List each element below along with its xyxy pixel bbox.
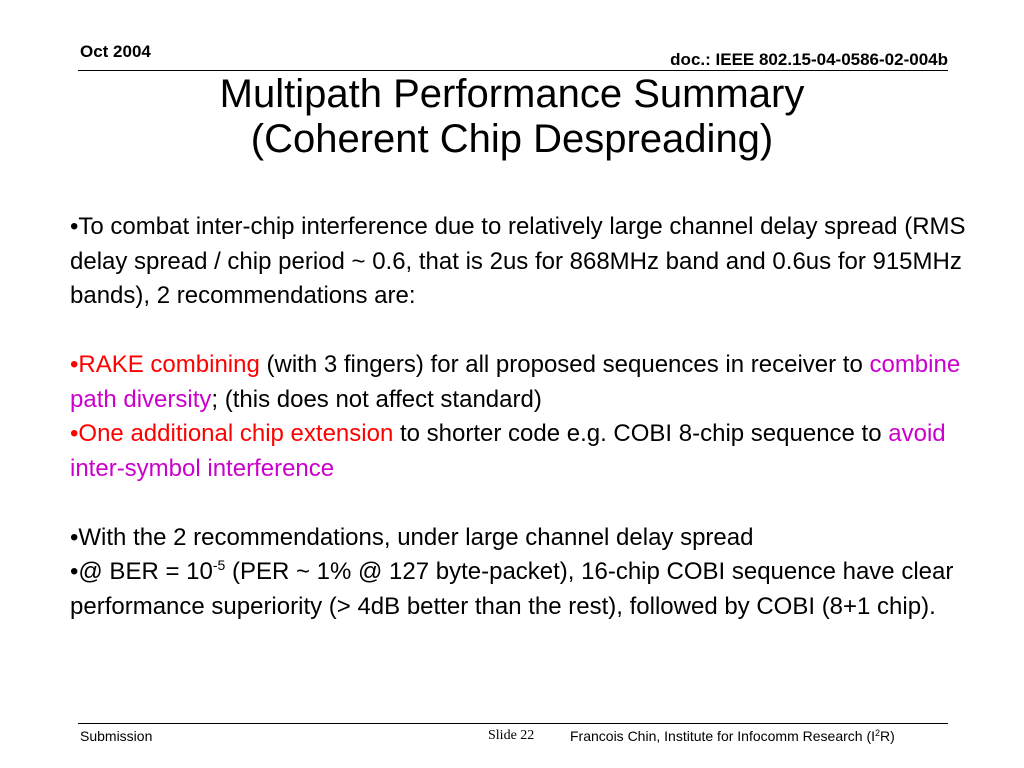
- header-date: Oct 2004: [80, 42, 151, 61]
- paragraph-gap: [70, 486, 990, 521]
- footer-divider: [78, 723, 948, 724]
- slide-body: [70, 210, 990, 624]
- header-doc-id: doc.: IEEE 802.15-04-0586-02-004b: [670, 50, 948, 69]
- slide-title: [0, 72, 1024, 162]
- bullet-recommendations: •With the 2 recommendations, under large channel delay spread: [70, 523, 754, 551]
- slide-title-line1: Multipath Performance Summary: [219, 72, 805, 116]
- slide-title-line2: (Coherent Chip Despreading): [250, 117, 774, 161]
- bullet-intro: •To combat inter-chip interference due to relatively large channel delay spread (RMS delay spread / chip period ~ 0.6, that is 2us for 868MHz band and 0.6us for 915MHz bands), 2 recommendations are:: [70, 213, 966, 309]
- ber-text: •@ BER = 10: [70, 558, 213, 585]
- bullet-chip-extension: [70, 417, 990, 486]
- footer-author: [570, 728, 895, 744]
- chip-extension-text: to shorter code e.g. COBI 8-chip sequence to: [393, 420, 889, 447]
- paragraph-gap: [70, 314, 990, 349]
- footer-author-superscript: 2: [875, 728, 881, 738]
- rake-text: (with 3 fingers) for all proposed sequences in receiver to: [259, 351, 870, 378]
- bullet-ber: [70, 555, 990, 624]
- footer-slide-number: Slide 22: [488, 728, 535, 743]
- ber-text-end: (PER ~ 1% @ 127 byte-packet), 16-chip COBI sequence have clear performance superiority (> 4dB better than the rest), followed by COBI (8+1 chip).: [70, 558, 954, 620]
- footer-submission: Submission: [80, 728, 153, 744]
- bullet-marker: •: [70, 351, 79, 378]
- combine-path-diversity-highlight: combine path diversity: [70, 351, 961, 413]
- ber-exponent: -5: [212, 557, 226, 573]
- chip-extension-highlight: One additional chip extension: [78, 420, 394, 447]
- rake-combining-highlight: RAKE combining: [78, 351, 260, 378]
- bullet-rake: [70, 348, 990, 417]
- rake-text-end: ; (this does not affect standard): [211, 385, 542, 413]
- avoid-isi-highlight: avoid inter-symbol interference: [70, 420, 946, 482]
- header-divider: [78, 70, 948, 71]
- footer-author-end: R): [880, 728, 895, 744]
- footer-author-text: Francois Chin, Institute for Infocomm Research (I: [570, 728, 875, 744]
- bullet-marker: •: [70, 420, 79, 447]
